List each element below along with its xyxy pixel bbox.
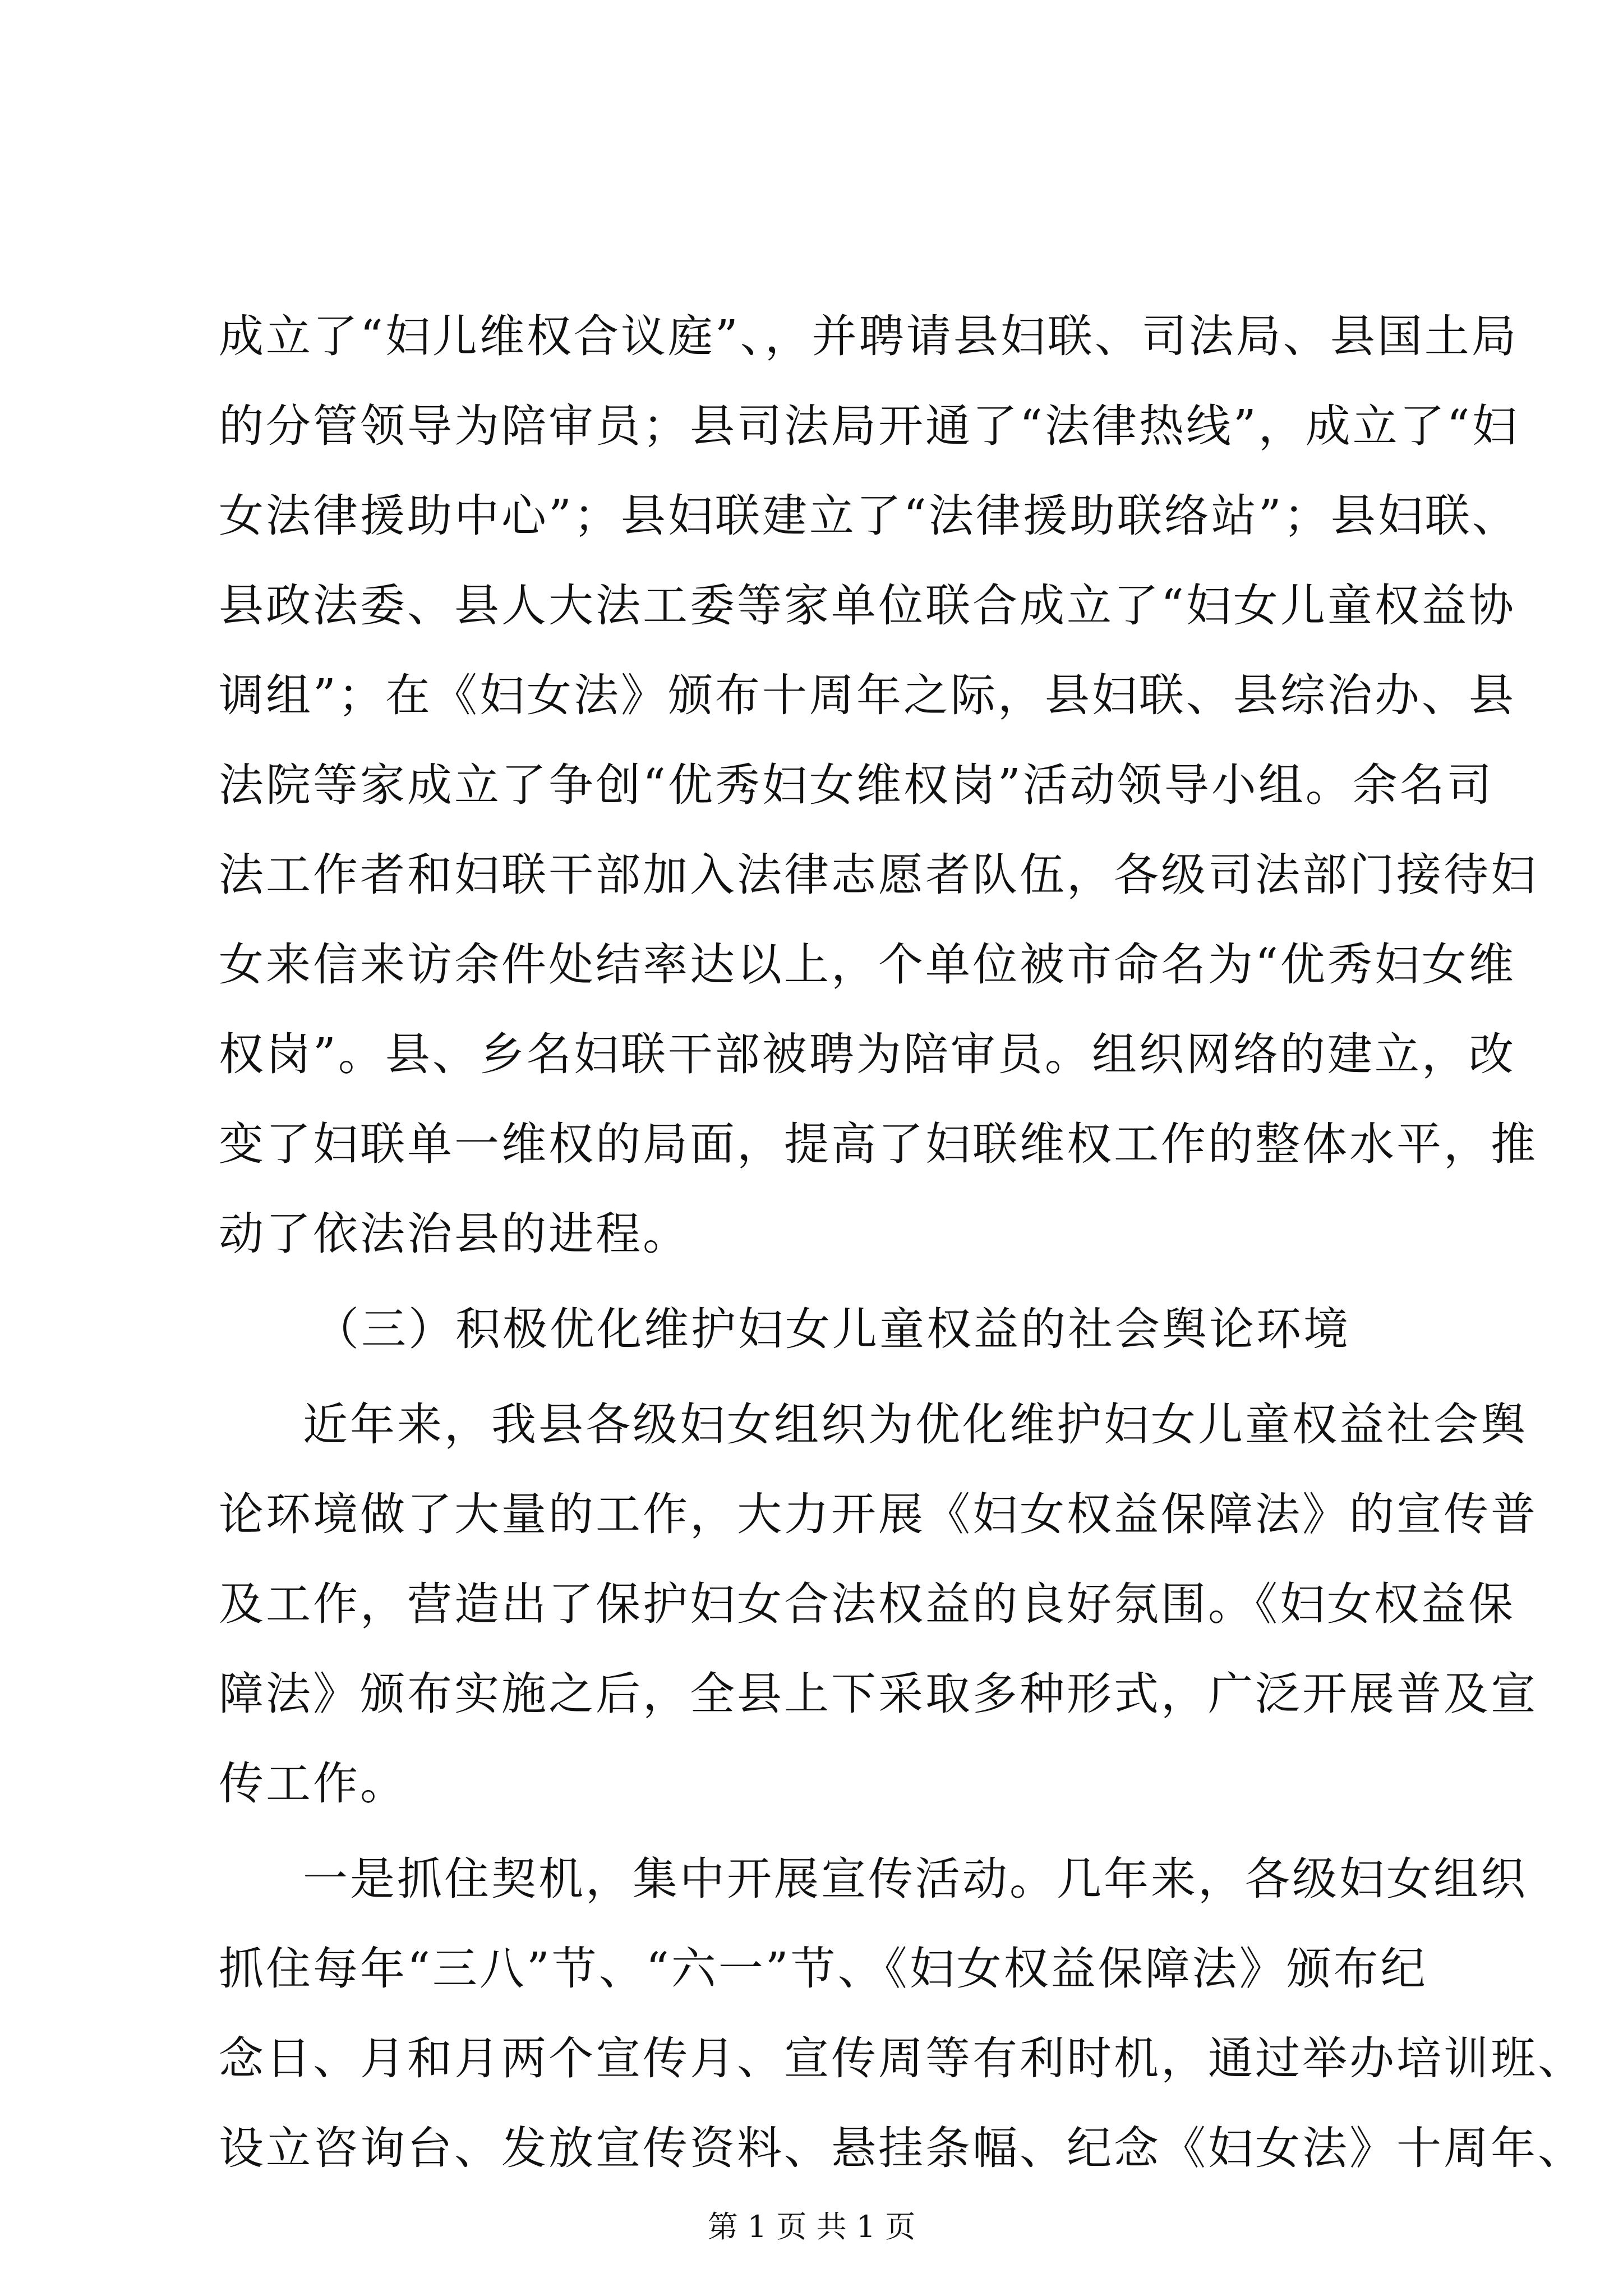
paragraph-line: 县政法委、县人大法工委等家单位联合成立了“妇女儿童权益协 (219, 579, 1516, 632)
paragraph-line: 一是抓住契机，集中开展宣传活动。几年来，各级妇女组织 (303, 1853, 1528, 1905)
paragraph-line: 论环境做了大量的工作，大力开展《妇女权益保障法》的宣传普 (219, 1488, 1538, 1540)
paragraph-line: 障法》颁布实施之后，全县上下采取多种形式，广泛开展普及宣 (219, 1668, 1538, 1720)
paragraph-line: 念日、月和月两个宣传月、宣传周等有利时机，通过举办培训班、 (219, 2032, 1585, 2085)
paragraph-line: 权岗”。县、乡名妇联干部被聘为陪审员。组织网络的建立，改 (219, 1028, 1516, 1080)
paragraph-line: 成立了“妇儿维权合议庭”、，并聘请县妇联、司法局、县国土局 (219, 310, 1519, 362)
paragraph-line: 变了妇联单一维权的局面，提高了妇联维权工作的整体水平，推 (219, 1118, 1538, 1170)
paragraph-line: 的分管领导为陪审员；县司法局开通了“法律热线”，成立了“妇 (219, 400, 1519, 452)
paragraph-line: 调组”；在《妇女法》颁布十周年之际，县妇联、县综治办、县 (219, 669, 1516, 721)
section-heading: （三）积极优化维护妇女儿童权益的社会舆论环境 (314, 1303, 1350, 1355)
paragraph-line: 法院等家成立了争创“优秀妇女维权岗”活动领导小组。余名司 (219, 759, 1494, 811)
paragraph-line: 传工作。 (219, 1757, 407, 1810)
paragraph-line: 女来信来访余件处结率达以上，个单位被市命名为“优秀妇女维 (219, 938, 1516, 991)
page-footer: 第 1 页 共 1 页 (707, 2209, 916, 2244)
paragraph-line: 抓住每年“三八”节、“六一”节、《妇女权益保障法》颁布纪 (219, 1943, 1428, 1995)
paragraph-line: 法工作者和妇联干部加入法律志愿者队伍，各级司法部门接待妇 (219, 849, 1538, 901)
paragraph-line: 女法律援助中心”；县妇联建立了“法律援助联络站”；县妇联、 (219, 490, 1519, 542)
paragraph-line: 设立咨询台、发放宣传资料、悬挂条幅、纪念《妇女法》十周年、 (219, 2122, 1585, 2174)
paragraph-line: 近年来，我县各级妇女组织为优化维护妇女儿童权益社会舆 (303, 1398, 1528, 1451)
paragraph-line: 及工作，营造出了保护妇女合法权益的良好氛围。《妇女权益保 (219, 1578, 1515, 1630)
paragraph-line: 动了依法治县的进程。 (219, 1208, 690, 1260)
